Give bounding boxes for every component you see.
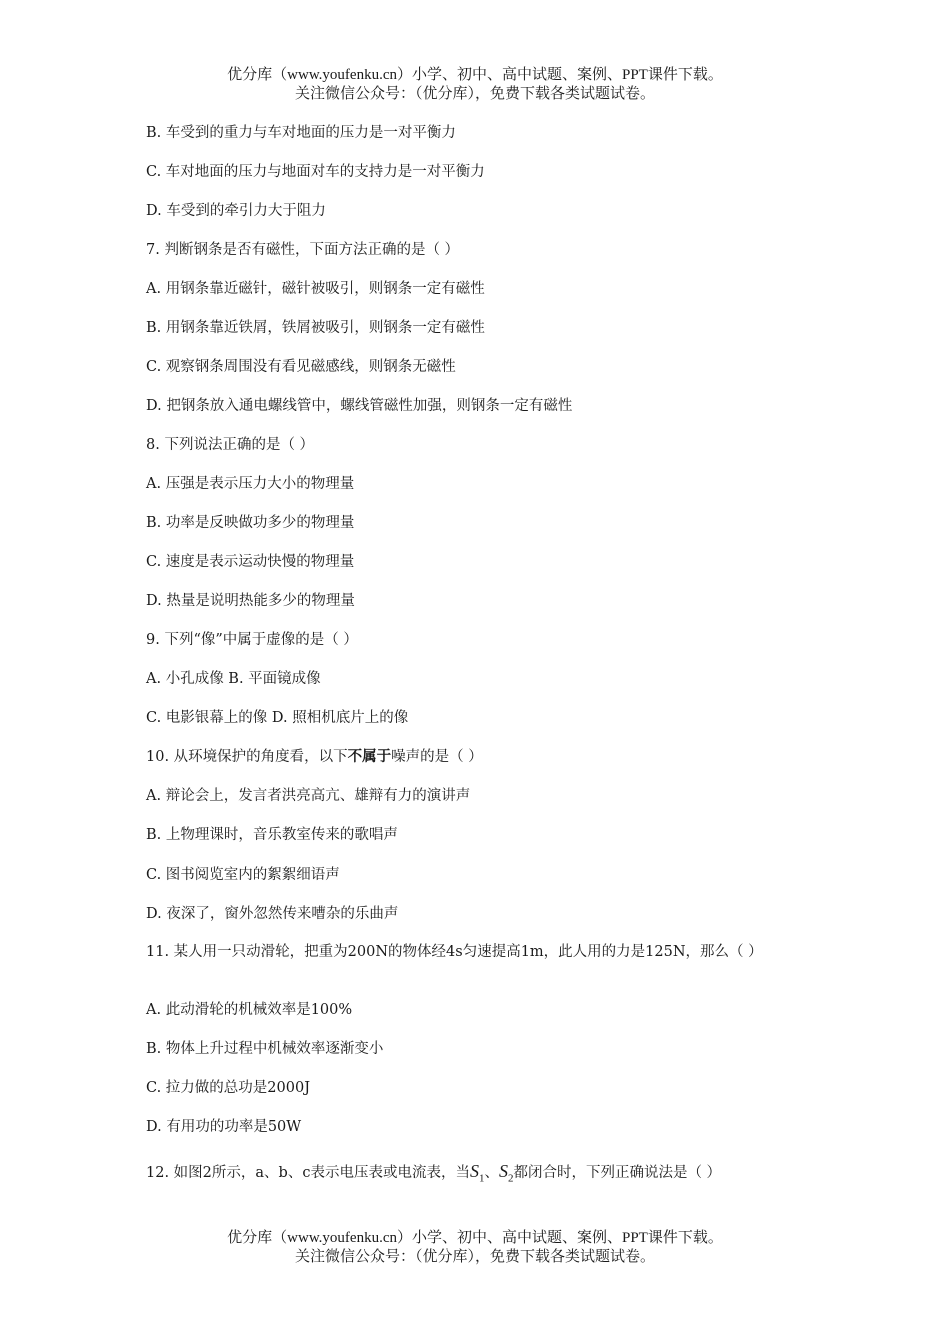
footer-line-1: 优分库（www.youfenku.cn）小学、初中、高中试题、案例、PPT课件下载。	[227, 1230, 723, 1246]
question-9: 9. 下列“像”中属于虚像的是（ ）	[146, 632, 358, 648]
question-10-text-pre: 10. 从环境保护的角度看，以下	[146, 749, 348, 765]
option-11b: B. 物体上升过程中机械效率逐渐变小	[146, 1041, 384, 1057]
switch-s2-symbol: $S_2$	[498, 1161, 514, 1185]
option-6c: C. 车对地面的压力与地面对车的支持力是一对平衡力	[146, 164, 485, 180]
switch-s1-symbol: $S_1$	[469, 1161, 485, 1185]
option-10c: C. 图书阅览室内的絮絮细语声	[146, 867, 340, 883]
option-6d: D. 车受到的牵引力大于阻力	[146, 203, 326, 219]
option-11d: D. 有用功的功率是50W	[146, 1119, 302, 1135]
question-11: 11. 某人用一只动滑轮，把重为200N的物体经4s匀速提高1m，此人用的力是125N，那么（ ）	[146, 944, 763, 960]
option-7d: D. 把钢条放入通电螺线管中，螺线管磁性加强，则钢条一定有磁性	[146, 398, 573, 414]
question-12: 12. 如图2所示，a、b、c表示电压表或电流表，当$S_1$、$S_2$都闭合时，下列正确说法是（ ）	[146, 1161, 722, 1185]
option-8a: A. 压强是表示压力大小的物理量	[146, 476, 355, 492]
header-line-1: 优分库（www.youfenku.cn）小学、初中、高中试题、案例、PPT课件下载。	[227, 67, 723, 83]
option-7b: B. 用钢条靠近铁屑，铁屑被吸引，则钢条一定有磁性	[146, 320, 485, 336]
option-11c: C. 拉力做的总功是2000J	[146, 1080, 311, 1096]
option-8b: B. 功率是反映做功多少的物理量	[146, 515, 355, 531]
question-7: 7. 判断钢条是否有磁性，下面方法正确的是（ ）	[146, 242, 460, 258]
question-12-text-post: 都闭合时，下列正确说法是（ ）	[513, 1165, 722, 1181]
page-footer	[0, 1229, 950, 1267]
question-10-emphasis: 不属于	[347, 749, 392, 765]
option-6b: B. 车受到的重力与车对地面的压力是一对平衡力	[146, 125, 456, 141]
header-line-2: 关注微信公众号：（优分库），免费下载各类试题试卷。	[294, 86, 655, 102]
footer-line-2: 关注微信公众号：（优分库），免费下载各类试题试卷。	[294, 1249, 655, 1265]
option-9ab: A. 小孔成像 B. 平面镜成像	[146, 671, 321, 687]
option-8d: D. 热量是说明热能多少的物理量	[146, 593, 355, 609]
question-10	[146, 748, 483, 766]
question-8: 8. 下列说法正确的是（ ）	[146, 437, 315, 453]
option-10d: D. 夜深了，窗外忽然传来嘈杂的乐曲声	[146, 906, 399, 922]
option-9cd: C. 电影银幕上的像 D. 照相机底片上的像	[146, 710, 409, 726]
question-10-text-post: 噪声的是（ ）	[391, 749, 483, 765]
page-header	[0, 66, 950, 104]
option-7c: C. 观察钢条周围没有看见磁感线，则钢条无磁性	[146, 359, 456, 375]
option-8c: C. 速度是表示运动快慢的物理量	[146, 554, 355, 570]
option-10a: A. 辩论会上，发言者洪亮高亢、雄辩有力的演讲声	[146, 788, 471, 804]
option-10b: B. 上物理课时，音乐教室传来的歌唱声	[146, 827, 398, 843]
option-11a: A. 此动滑轮的机械效率是100%	[146, 1002, 353, 1018]
question-12-text-pre: 12. 如图2所示，a、b、c表示电压表或电流表，当	[146, 1165, 470, 1181]
option-7a: A. 用钢条靠近磁针，磁针被吸引，则钢条一定有磁性	[146, 281, 485, 297]
